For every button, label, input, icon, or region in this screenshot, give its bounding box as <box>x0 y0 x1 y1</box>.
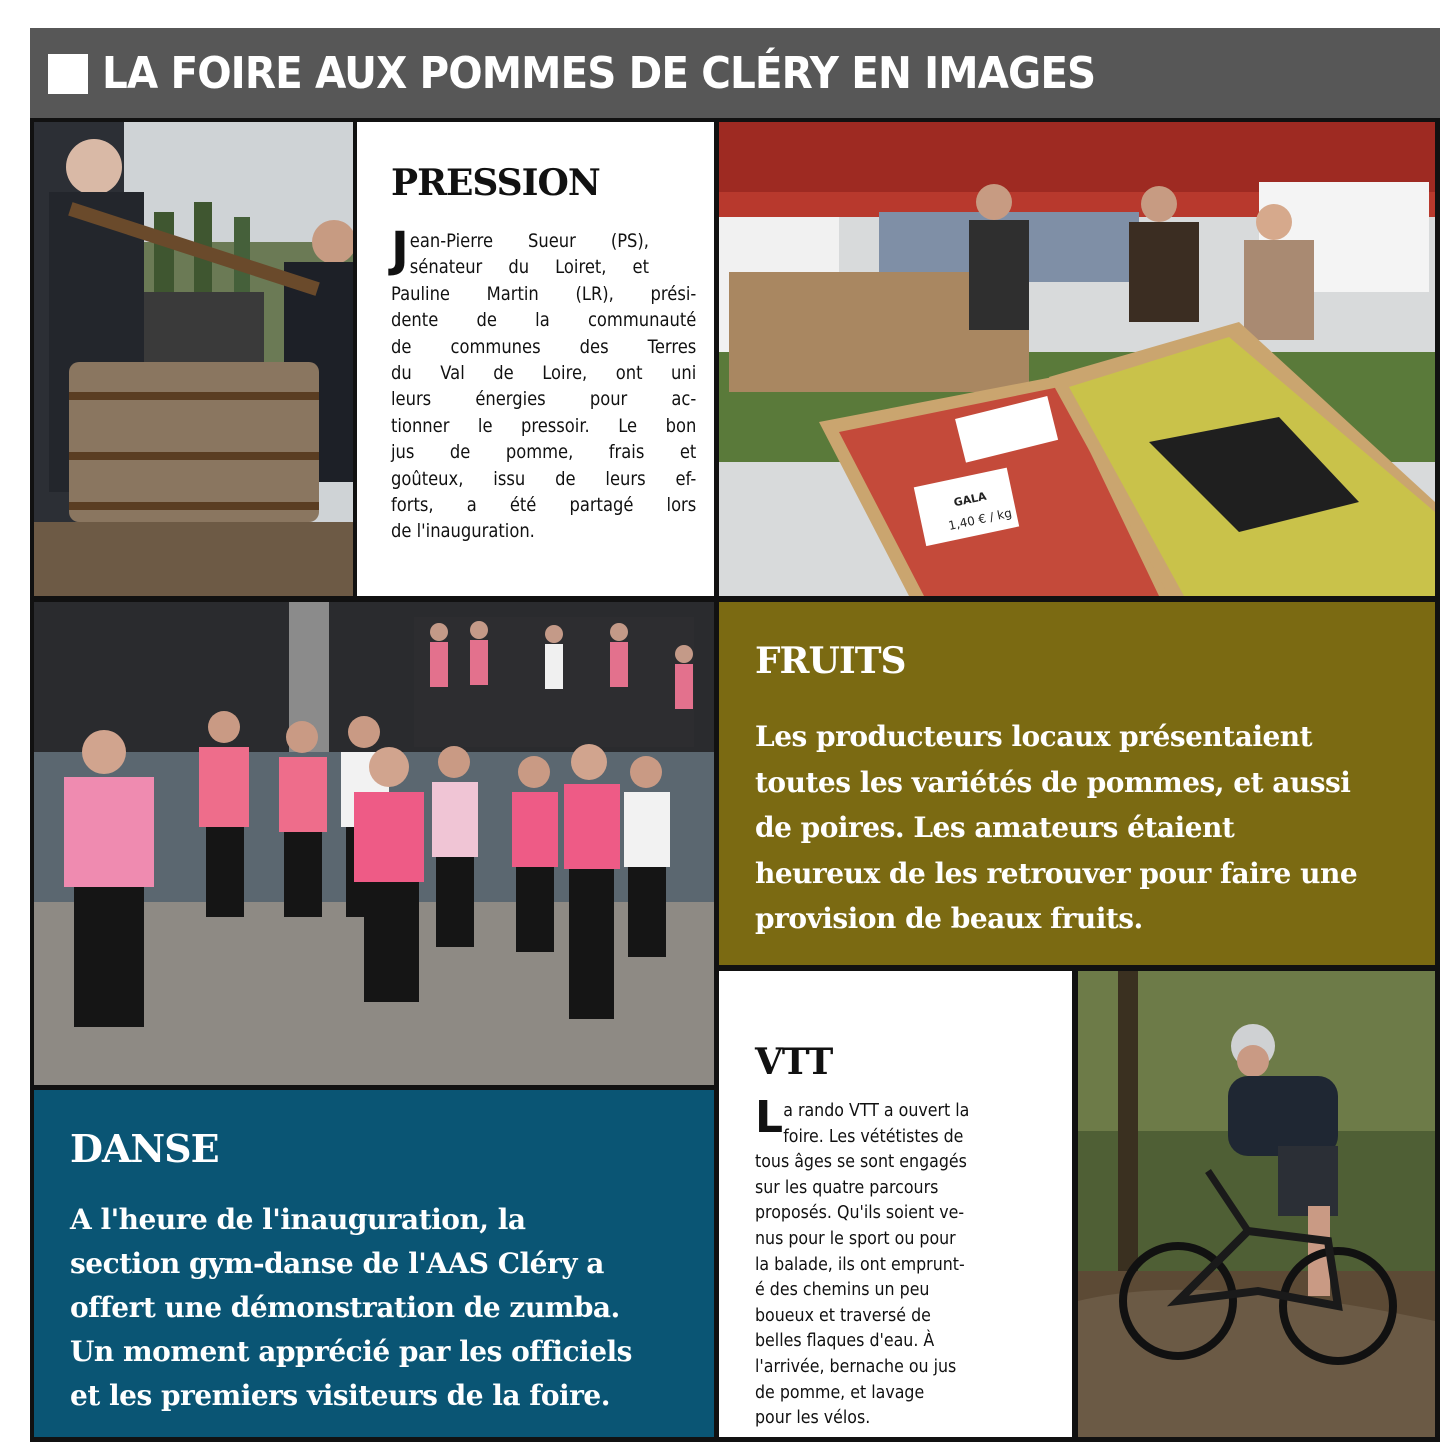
zumba-photo <box>34 602 714 1085</box>
vtt-line: la balade, ils ont emprunt- <box>755 1253 965 1275</box>
fruit-stall-photo <box>719 122 1435 596</box>
article-banner <box>30 28 1440 118</box>
vtt-line: pour les vélos. <box>755 1407 871 1429</box>
vtt-line: a rando VTT a ouvert la <box>783 1100 970 1121</box>
article-page <box>30 28 1440 1442</box>
pression-line: ean-Pierre Sueur (PS), <box>409 230 649 252</box>
pression-body <box>391 222 697 545</box>
price-sign: 1,40 € / kg <box>947 505 1014 533</box>
vtt-line: l'arrivée, bernache ou jus <box>755 1355 957 1377</box>
vtt-line: tous âges se sont engagés <box>755 1151 967 1173</box>
pression-line: goûteux, issu de leurs ef- <box>391 467 697 490</box>
fruits-line: de poires. Les amateurs étaient <box>755 811 1235 844</box>
gala-sign: GALA <box>952 489 988 510</box>
vtt-heading: VTT <box>755 1041 833 1083</box>
pression-line: dente de la communauté <box>391 309 697 332</box>
pression-line: Pauline Martin (LR), prési- <box>391 282 697 305</box>
danse-line: A l'heure de l'inauguration, la <box>70 1203 526 1236</box>
pression-article <box>357 122 714 596</box>
mountain-bike-photo <box>1078 971 1435 1437</box>
pression-line: forts, a été partagé lors <box>391 494 697 517</box>
pression-line: de l'inauguration. <box>391 520 535 543</box>
fruits-heading: FRUITS <box>755 640 906 682</box>
pression-line: tionner le pressoir. Le bon <box>391 414 697 437</box>
danse-line: et les premiers visiteurs de la foire. <box>70 1379 610 1412</box>
danse-heading: DANSE <box>70 1126 219 1171</box>
danse-line: offert une démonstration de zumba. <box>70 1291 620 1324</box>
vtt-line: nus pour le sport ou pour <box>755 1227 956 1249</box>
pression-line: de communes des Terres <box>391 335 697 358</box>
vtt-line: sur les quatre parcours <box>755 1176 939 1198</box>
pression-line: leurs énergies pour ac- <box>391 388 697 411</box>
pression-line: du Val de Loire, ont uni <box>391 362 697 385</box>
vtt-line: belles flaques d'eau. À <box>755 1330 935 1352</box>
article-title: LA FOIRE AUX POMMES DE CLÉRY EN IMAGES <box>102 48 1096 99</box>
fruits-line: heureux de les retrouver pour faire une <box>755 856 1358 890</box>
vtt-line: de pomme, et lavage <box>755 1381 925 1403</box>
fruits-body <box>755 714 1357 942</box>
fruits-line: provision de beaux fruits. <box>755 902 1143 935</box>
vtt-line: proposés. Qu'ils soient ve- <box>755 1202 965 1224</box>
vtt-body <box>755 1092 1037 1431</box>
vtt-article <box>719 971 1072 1437</box>
pression-heading: PRESSION <box>391 162 600 204</box>
vtt-line: é des chemins un peu <box>755 1279 930 1301</box>
fruits-article <box>719 602 1435 965</box>
pression-line: jus de pomme, frais et <box>391 441 697 464</box>
fruits-line: Les producteurs locaux présentaient <box>755 720 1313 753</box>
danse-line: Un moment apprécié par les officiels <box>70 1335 632 1368</box>
fruits-line: toutes les variétés de pommes, et aussi <box>755 765 1351 799</box>
pression-line: sénateur du Loiret, et <box>409 256 649 279</box>
vtt-line: foire. Les vététistes de <box>783 1125 964 1147</box>
banner-square-icon <box>48 54 88 94</box>
pressoir-photo <box>34 122 353 596</box>
vtt-dropcap: L <box>755 1092 784 1143</box>
pression-dropcap: J <box>391 222 409 278</box>
danse-body <box>70 1198 632 1418</box>
vtt-line: boueux et traversé de <box>755 1304 931 1326</box>
danse-line: section gym-danse de l'AAS Cléry a <box>70 1247 604 1280</box>
danse-article <box>34 1090 714 1437</box>
